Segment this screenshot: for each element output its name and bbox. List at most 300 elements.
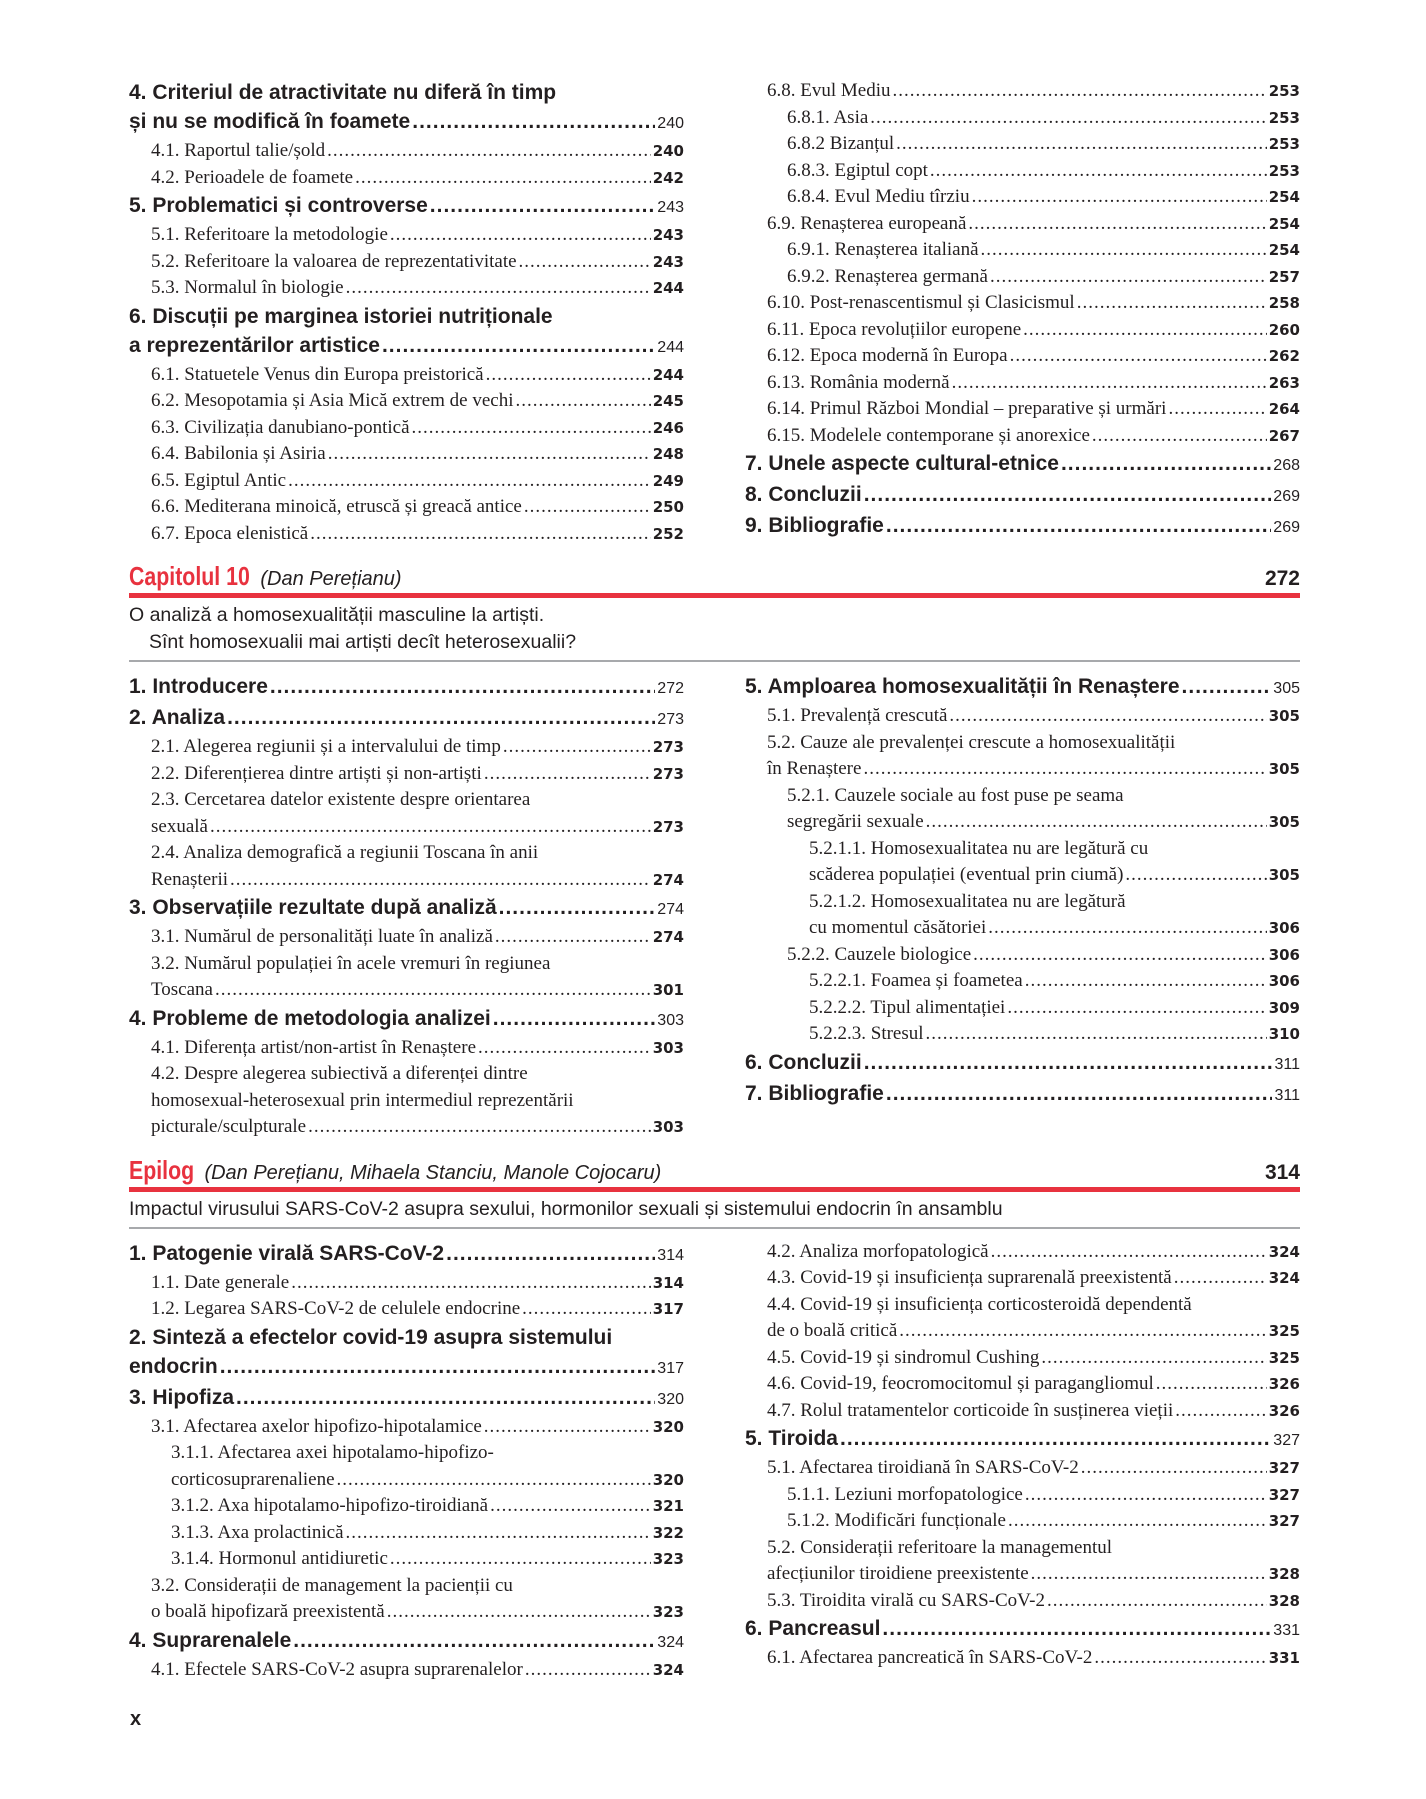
toc-entry-title: 5.2.2.1. Foamea și foametea (809, 970, 1023, 991)
epilog-authors: (Dan Perețianu, Mihaela Stanciu, Manole Cojocaru) (204, 1161, 662, 1184)
toc-page-number: 273 (652, 817, 684, 836)
toc-entry-title: 5.1.2. Modificări funcționale (787, 1510, 1006, 1531)
toc-entry-title-line: 5.2. Cauze ale prevalenței crescute a homosexualității (767, 731, 1176, 753)
toc-page-number: 331 (1268, 1649, 1300, 1667)
leader-dots (328, 441, 651, 468)
toc-entry[interactable] (129, 787, 684, 840)
toc-entry[interactable] (129, 222, 684, 249)
leader-dots (1081, 1455, 1267, 1482)
toc-entry-title: 3.1. Numărul de personalități luate în analiză (151, 926, 493, 947)
toc-entry-title: 6.7. Epoca elenistică (151, 522, 309, 544)
toc-entry[interactable] (129, 302, 684, 362)
toc-entry-title: 2. Analiza (129, 706, 226, 729)
leader-dots (886, 511, 1271, 540)
toc-entry[interactable] (129, 468, 684, 495)
leader-dots (1168, 396, 1266, 423)
leader-dots (1041, 1345, 1266, 1372)
leader-dots (522, 1296, 651, 1323)
toc-entry-title: 4.1. Raportul talie/șold (151, 140, 326, 161)
leader-dots (227, 703, 655, 732)
epilog-subtitle-line1: Impactul virusului SARS-CoV-2 asupra sexului, hormonilor sexuali și sistemului endocrin în ansamblu (129, 1197, 1003, 1220)
toc-page-number: 328 (1268, 1591, 1300, 1610)
leader-dots (1061, 449, 1271, 478)
leader-dots (390, 222, 651, 249)
leader-dots (972, 184, 1267, 211)
toc-entry[interactable] (129, 734, 684, 761)
toc-entry[interactable] (745, 703, 1300, 730)
toc-entry[interactable] (745, 1588, 1300, 1615)
toc-entry[interactable] (745, 1398, 1300, 1425)
toc-entry-title: 6.11. Epoca revoluțiilor europene (767, 318, 1022, 340)
leader-dots (346, 1520, 651, 1547)
toc-entry[interactable] (745, 1482, 1300, 1509)
toc-page-number: 269 (1273, 519, 1300, 536)
toc-entry-title: 3.1. Afectarea axelor hipofizo-hipotalamice (151, 1415, 482, 1437)
toc-page-number: 257 (1268, 267, 1300, 286)
toc-page-number: 324 (1268, 1269, 1300, 1287)
leader-dots (495, 924, 651, 951)
toc-entry-title: 3. Hipofiza (129, 1385, 235, 1409)
leader-dots (524, 494, 651, 521)
toc-page-number: 240 (657, 115, 684, 132)
toc-page-number: 323 (652, 1550, 684, 1568)
toc-entry-title: picturale/sculpturale (151, 1116, 307, 1137)
toc-page-number: 306 (1268, 945, 1300, 964)
toc-entry-title: scăderea populației (eventual prin ciumă) (809, 864, 1124, 885)
leader-dots (1175, 1398, 1266, 1425)
toc-entry[interactable] (129, 1270, 684, 1297)
toc-page-number: 263 (1268, 373, 1300, 392)
toc-page-number: 314 (652, 1273, 684, 1292)
toc-entry-title: 5.2.2.2. Tipul alimentației (809, 996, 1006, 1018)
leader-dots (288, 468, 651, 495)
toc-entry[interactable] (129, 840, 684, 893)
leader-dots (1156, 1371, 1267, 1398)
toc-entry[interactable] (745, 211, 1300, 238)
toc-page-number: 240 (652, 142, 684, 160)
leader-dots (899, 1318, 1266, 1345)
toc-page-number: 252 (652, 524, 684, 543)
leader-dots (1182, 672, 1272, 701)
toc-entry-title: 5.2. Referitoare la valoarea de reprezentativitate (151, 250, 517, 272)
toc-entry-title-line: 4.2. Despre alegerea subiectivă a diferenței dintre (151, 1063, 528, 1084)
toc-entry-title: 6.10. Post-renascentismul și Clasicismul (767, 292, 1075, 313)
toc-entry[interactable] (129, 494, 684, 521)
toc-entry-title-line: 2.3. Cercetarea datelor existente despre orientarea (151, 789, 531, 810)
toc-entry-title-line: homosexual-heterosexual prin intermediul reprezentării (151, 1089, 574, 1111)
toc-entry-title: 4.2. Perioadele de foamete (151, 166, 354, 188)
toc-page-number: 242 (652, 168, 684, 187)
toc-entry[interactable] (745, 1645, 1300, 1672)
toc-entry[interactable] (129, 1296, 684, 1323)
toc-page-number: 274 (652, 928, 684, 946)
toc-page-number: 268 (1273, 457, 1300, 474)
toc-page-number: 246 (652, 418, 684, 437)
toc-entry[interactable] (745, 783, 1300, 836)
leader-dots (484, 761, 651, 788)
toc-entry[interactable] (745, 264, 1300, 291)
toc-entry[interactable] (129, 191, 684, 222)
toc-entry[interactable] (129, 362, 684, 389)
toc-entry-title: 5. Problematici și controverse (129, 194, 428, 217)
toc-entry-title: 6.2. Mesopotamia și Asia Mică extrem de vechi (151, 390, 514, 411)
toc-entry-title: a reprezentărilor artistice (129, 333, 380, 357)
toc-page-number: 248 (652, 445, 684, 463)
toc-entry-title: 4.2. Analiza morfopatologică (767, 1240, 989, 1262)
leader-dots (412, 415, 651, 442)
toc-entry[interactable] (129, 1414, 684, 1441)
toc-entry-title: 6.1. Statuetele Venus din Europa preistorică (151, 363, 484, 385)
toc-page-number: 311 (1274, 1086, 1300, 1104)
toc-entry-title: 5.2.2.3. Stresul (809, 1023, 924, 1044)
toc-entry-title: 6. Pancreasul (745, 1617, 881, 1640)
toc-page-number: 260 (1268, 320, 1300, 339)
leader-dots (870, 105, 1266, 132)
chapter-10-subtitle (129, 598, 1300, 662)
toc-section-chapter9-continued (129, 78, 1300, 547)
toc-entry[interactable] (129, 165, 684, 192)
toc-entry[interactable] (745, 1239, 1300, 1266)
toc-page-number: 305 (1268, 760, 1300, 778)
toc-page-number: 262 (1268, 347, 1300, 365)
toc-entry[interactable] (745, 1345, 1300, 1372)
toc-entry[interactable] (745, 158, 1300, 185)
toc-entry[interactable] (129, 1035, 684, 1062)
toc-section-epilog (129, 1239, 1300, 1684)
toc-page-number: 306 (1268, 972, 1300, 990)
leader-dots (236, 1383, 655, 1412)
toc-page-number: 244 (652, 279, 684, 297)
toc-entry[interactable] (745, 942, 1300, 969)
epilog-header (129, 1155, 1300, 1192)
toc-page-number: 303 (652, 1038, 684, 1057)
toc-page-number: 326 (1268, 1401, 1300, 1420)
toc-page-number: 324 (657, 1633, 684, 1651)
toc-entry[interactable] (129, 761, 684, 788)
toc-entry-title: o boală hipofizară preexistentă (151, 1601, 385, 1622)
toc-entry-title: 6.8.4. Evul Mediu tîrziu (787, 186, 970, 207)
toc-entry-title: și nu se modifică în foamete (129, 110, 411, 133)
toc-entry[interactable] (129, 1493, 684, 1520)
toc-entry[interactable] (129, 78, 684, 138)
toc-page-number: 325 (1268, 1348, 1300, 1367)
toc-column-right (745, 1239, 1300, 1684)
toc-entry[interactable] (745, 1508, 1300, 1535)
leader-dots (499, 893, 656, 922)
toc-entry[interactable] (745, 1079, 1300, 1110)
toc-entry[interactable] (745, 1614, 1300, 1645)
toc-entry[interactable] (129, 703, 684, 734)
toc-entry-title: 4. Suprarenalele (129, 1628, 292, 1652)
leader-dots (210, 814, 651, 841)
leader-dots (493, 1004, 656, 1033)
toc-entry-title: în Renaștere (767, 758, 862, 779)
toc-entry[interactable] (745, 237, 1300, 264)
toc-entry-title: 2.2. Diferențierea dintre artiști și non-artiști (151, 762, 482, 784)
leader-dots (220, 1352, 656, 1381)
toc-entry[interactable] (129, 521, 684, 548)
toc-entry[interactable] (129, 138, 684, 165)
toc-page-number: 320 (652, 1417, 684, 1436)
leader-dots (886, 1079, 1273, 1108)
toc-entry[interactable] (745, 1371, 1300, 1398)
toc-page-number: 245 (652, 392, 684, 410)
leader-dots (1010, 343, 1267, 370)
toc-entry-title: 6.8. Evul Mediu (767, 80, 891, 101)
toc-entry[interactable] (745, 511, 1300, 542)
toc-entry-title: 6.12. Epoca modernă în Europa (767, 345, 1008, 366)
toc-entry-title: 6.9.2. Renașterea germană (787, 265, 988, 287)
toc-entry-title-line: 2. Sinteză a efectelor covid-19 asupra sistemului (129, 1325, 613, 1349)
toc-entry[interactable] (745, 396, 1300, 423)
toc-entry[interactable] (745, 343, 1300, 370)
leader-dots (893, 78, 1267, 105)
toc-entry-title: 6.6. Mediterana minoică, etruscă și greacă antice (151, 496, 522, 517)
toc-entry[interactable] (129, 415, 684, 442)
toc-entry[interactable] (745, 1265, 1300, 1292)
toc-entry[interactable] (129, 951, 684, 1004)
toc-page-number: 327 (1268, 1512, 1300, 1530)
leader-dots (952, 370, 1267, 397)
toc-entry-title: 3.1.2. Axa hipotalamo-hipofizo-tiroidiană (171, 1495, 489, 1516)
leader-dots (930, 158, 1267, 185)
toc-section-chapter10 (129, 672, 1300, 1141)
leader-dots (519, 249, 651, 276)
toc-entry-title: afecțiunilor tiroidiene preexistente (767, 1563, 1029, 1584)
toc-entry[interactable] (129, 388, 684, 415)
leader-dots (1025, 1482, 1267, 1509)
toc-entry[interactable] (745, 184, 1300, 211)
toc-entry-title: 4.1. Efectele SARS-CoV-2 asupra suprarenalelor (151, 1658, 523, 1680)
chapter-title: Capitolul 10 (129, 561, 250, 591)
toc-entry-title: 1. Introducere (129, 675, 268, 698)
toc-entry-title: 6.15. Modelele contemporane și anorexice (767, 424, 1090, 446)
toc-entry-title: 3.1.4. Hormonul antidiuretic (171, 1548, 388, 1569)
toc-entry-title: 9. Bibliografie (745, 514, 884, 537)
toc-page-number: 321 (652, 1497, 684, 1515)
toc-entry[interactable] (745, 1535, 1300, 1588)
toc-entry-title: 5. Amploarea homosexualității în Renaștere (745, 675, 1180, 698)
leader-dots (346, 275, 651, 302)
toc-entry-title: 5.1.1. Leziuni morfopatologice (787, 1483, 1023, 1505)
toc-entry[interactable] (745, 1455, 1300, 1482)
toc-entry[interactable] (129, 275, 684, 302)
toc-page-number: 272 (657, 680, 684, 697)
toc-entry[interactable] (129, 441, 684, 468)
leader-dots (1025, 968, 1267, 995)
toc-page-number: 327 (1268, 1485, 1300, 1504)
toc-column-right (745, 672, 1300, 1141)
chapter-10-header (129, 561, 1300, 598)
toc-entry[interactable] (129, 672, 684, 703)
toc-entry[interactable] (745, 105, 1300, 132)
toc-page-number: 305 (1273, 680, 1300, 697)
leader-dots (840, 1424, 1271, 1453)
toc-entry[interactable] (745, 423, 1300, 450)
toc-page-number: 243 (652, 226, 684, 244)
toc-entry-title: 4. Probleme de metodologia analizei (129, 1006, 491, 1030)
toc-column-left (129, 78, 684, 547)
toc-entry[interactable] (745, 317, 1300, 344)
toc-entry[interactable] (745, 1048, 1300, 1079)
toc-page-number: 324 (1268, 1242, 1300, 1261)
toc-page-number: 310 (1268, 1025, 1300, 1043)
toc-entry[interactable] (745, 480, 1300, 511)
leader-dots (490, 1493, 651, 1520)
toc-page-number: 244 (657, 338, 684, 356)
toc-entry-title: 4.5. Covid-19 și sindromul Cushing (767, 1346, 1040, 1368)
toc-page-number: 303 (657, 1011, 684, 1029)
toc-entry-title-line: 5.2.1. Cauzele sociale au fost puse pe seama (787, 784, 1124, 806)
toc-entry-title: 6. Concluzii (745, 1050, 862, 1074)
toc-entry-title: 1.2. Legarea SARS-CoV-2 de celulele endocrine (151, 1298, 521, 1319)
toc-entry-title: 6.3. Civilizația danubiano-pontică (151, 416, 410, 438)
leader-dots (525, 1657, 651, 1684)
toc-entry-title: 3. Observațiile rezultate după analiză (129, 896, 497, 919)
toc-entry[interactable] (745, 836, 1300, 889)
toc-entry-title: 7. Unele aspecte cultural-etnice (745, 452, 1059, 475)
toc-page-number: 328 (1268, 1565, 1300, 1583)
toc-entry-title: 6.8.1. Asia (787, 106, 869, 128)
leader-dots (327, 138, 651, 165)
toc-entry[interactable] (129, 1626, 684, 1657)
leader-dots (486, 362, 651, 389)
leader-dots (864, 480, 1272, 509)
toc-page-number: 311 (1274, 1055, 1300, 1073)
toc-page-number: 320 (657, 1390, 684, 1408)
toc-page-number: 320 (652, 1470, 684, 1489)
toc-entry-title-line: 4. Criteriul de atractivitate nu diferă în timp (129, 81, 557, 104)
toc-entry[interactable] (129, 1061, 684, 1141)
toc-entry[interactable] (129, 1239, 684, 1270)
leader-dots (387, 1599, 651, 1626)
toc-entry[interactable] (129, 249, 684, 276)
epilog-page-number: 314 (1264, 1160, 1300, 1184)
leader-dots (1023, 317, 1267, 344)
leader-dots (1008, 1508, 1267, 1535)
toc-page-number: 325 (1268, 1322, 1300, 1340)
toc-entry-title: 6.4. Babilonia și Asiria (151, 443, 326, 464)
leader-dots (882, 1614, 1271, 1643)
leader-dots (516, 388, 651, 415)
toc-entry-title: 5.1. Referitoare la metodologie (151, 224, 388, 245)
toc-page-number: 250 (652, 498, 684, 516)
toc-page-number: 273 (652, 738, 684, 756)
leader-dots (1047, 1588, 1267, 1615)
toc-entry-title: 3.1.3. Axa prolactinică (171, 1521, 344, 1543)
toc-column-right (745, 78, 1300, 547)
toc-entry[interactable] (745, 449, 1300, 480)
leader-dots (973, 942, 1267, 969)
toc-page-number: 254 (1268, 214, 1300, 233)
toc-page-number: 274 (657, 901, 684, 918)
leader-dots (291, 1270, 650, 1297)
toc-page-number: 273 (652, 764, 684, 783)
toc-entry[interactable] (129, 1323, 684, 1383)
toc-column-left (129, 1239, 684, 1684)
toc-entry-title: 5.3. Tiroidita virală cu SARS-CoV-2 (767, 1589, 1045, 1611)
toc-entry[interactable] (745, 78, 1300, 105)
toc-entry-title-line: 5.2.1.1. Homosexualitatea nu are legătură cu (809, 837, 1149, 859)
toc-entry-title: Toscana (151, 979, 213, 1000)
toc-entry[interactable] (745, 1021, 1300, 1048)
leader-dots (926, 809, 1267, 836)
toc-entry[interactable] (745, 1424, 1300, 1455)
toc-entry-title-line: 2.4. Analiza demografică a regiunii Toscana în anii (151, 842, 539, 863)
toc-entry[interactable] (745, 995, 1300, 1022)
toc-entry[interactable] (129, 1440, 684, 1493)
chapter-subtitle-line2: Sînt homosexualii mai artiști decît heterosexualii? (149, 631, 577, 653)
toc-page-number: 322 (652, 1523, 684, 1542)
leader-dots (1094, 1645, 1266, 1672)
toc-entry[interactable] (129, 1546, 684, 1573)
toc-entry[interactable] (129, 1520, 684, 1547)
leader-dots (896, 131, 1267, 158)
leader-dots (390, 1546, 651, 1573)
leader-dots (1125, 862, 1266, 889)
toc-entry-title: 2.1. Alegerea regiunii și a intervalului de timp (151, 736, 501, 757)
page-number-footer: x (130, 1708, 142, 1730)
leader-dots (230, 867, 651, 894)
toc-entry-title-line: 3.1.1. Afectarea axei hipotalamo-hipofizo- (171, 1442, 494, 1463)
toc-page-number: 305 (1268, 866, 1300, 884)
toc-entry-title: Renașterii (151, 868, 229, 890)
toc-page-number: 327 (1268, 1459, 1300, 1477)
toc-entry[interactable] (129, 924, 684, 951)
toc-entry-title: 6.8.3. Egiptul copt (787, 159, 928, 181)
toc-entry[interactable] (129, 893, 684, 924)
toc-page-number: 254 (1268, 241, 1300, 259)
toc-entry-title-line: 5.2. Considerații referitoare la managementul (767, 1536, 1113, 1558)
chapter-subtitle-line1: O analiză a homosexualității masculine la artiști. (129, 604, 545, 626)
toc-entry[interactable] (745, 730, 1300, 783)
toc-page-number: 258 (1268, 294, 1300, 312)
leader-dots (1077, 290, 1267, 317)
leader-dots (1092, 423, 1267, 450)
toc-entry-title: 4.1. Diferența artist/non-artist în Renaștere (151, 1036, 477, 1058)
toc-page-number: 305 (1268, 707, 1300, 725)
toc-page-number: 243 (657, 199, 684, 216)
toc-page-number: 274 (652, 870, 684, 889)
toc-entry[interactable] (129, 1383, 684, 1414)
toc-entry[interactable] (129, 1004, 684, 1035)
toc-page-number: 309 (1268, 998, 1300, 1017)
toc-entry[interactable] (129, 1573, 684, 1626)
toc-entry-title: cu momentul căsătoriei (809, 917, 987, 938)
toc-entry-title: 4.3. Covid-19 și insuficiența suprarenală preexistentă (767, 1267, 1172, 1288)
toc-entry[interactable] (745, 131, 1300, 158)
toc-entry[interactable] (745, 672, 1300, 703)
toc-page-number: 317 (657, 1359, 684, 1377)
leader-dots (968, 211, 1266, 238)
leader-dots (988, 915, 1266, 942)
chapter-author: (Dan Perețianu) (260, 568, 402, 590)
leader-dots (503, 734, 651, 761)
toc-entry-title: 5.1. Prevalență crescută (767, 705, 948, 726)
toc-entry[interactable] (745, 968, 1300, 995)
toc-page (129, 78, 1300, 1683)
toc-page-number: 243 (652, 252, 684, 271)
toc-entry[interactable] (745, 889, 1300, 942)
toc-entry[interactable] (745, 290, 1300, 317)
toc-page-number: 253 (1268, 161, 1300, 180)
toc-entry[interactable] (129, 1657, 684, 1684)
toc-page-number: 314 (657, 1246, 684, 1264)
toc-entry[interactable] (745, 1292, 1300, 1345)
toc-entry[interactable] (745, 370, 1300, 397)
leader-dots (864, 1048, 1273, 1077)
toc-page-number: 253 (1268, 135, 1300, 153)
